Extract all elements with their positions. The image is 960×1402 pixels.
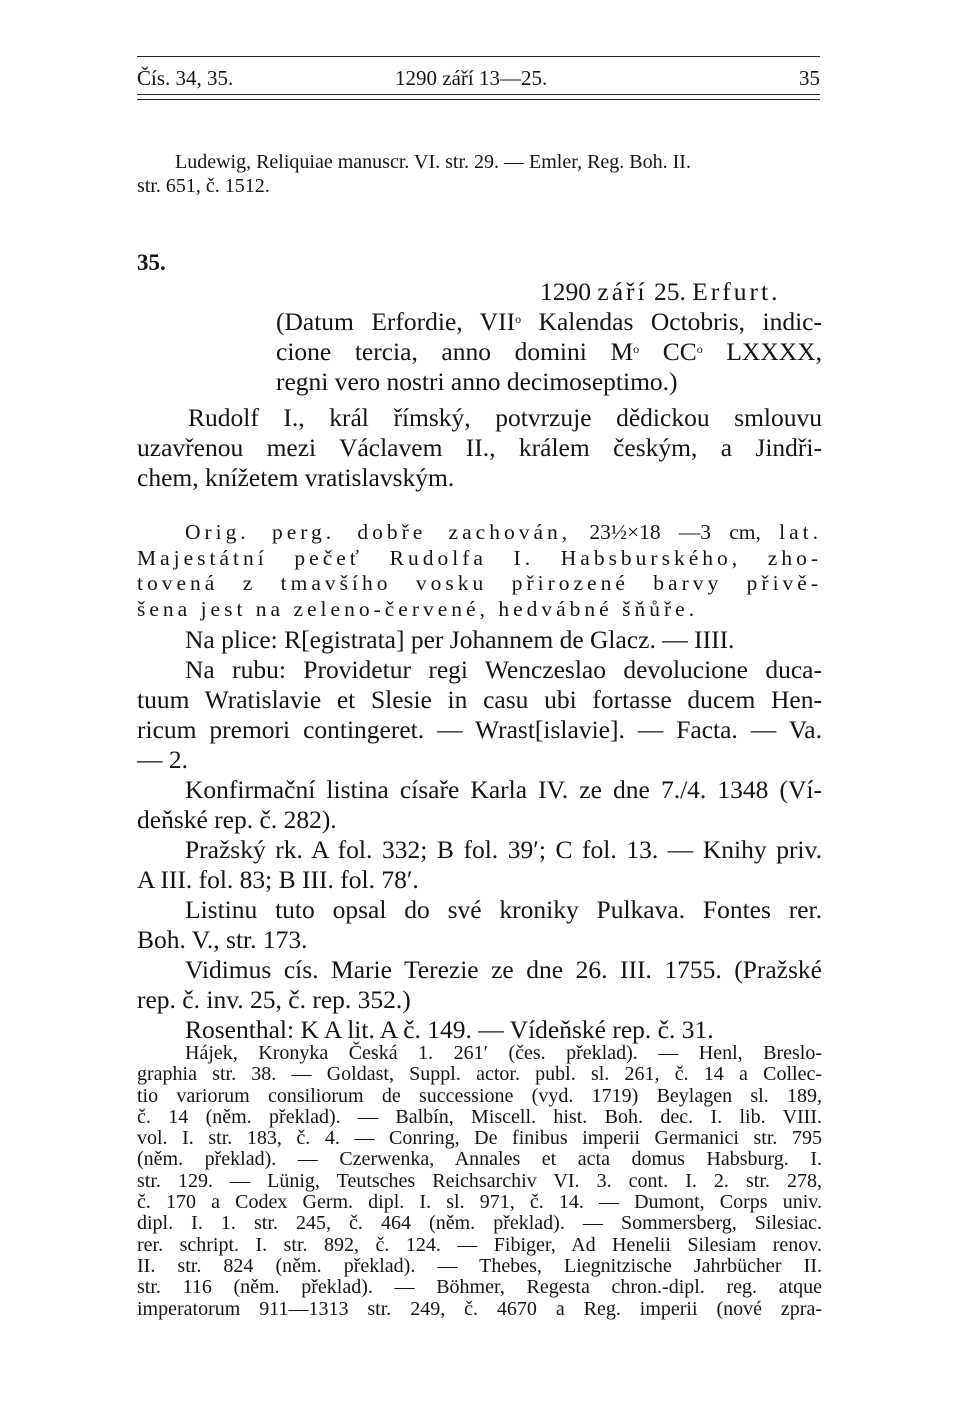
date-place-name: Erfurt. <box>692 277 781 306</box>
previous-references <box>137 150 820 198</box>
previous-references-line: str. 651, č. 1512. <box>137 175 270 197</box>
bibliography-line: tio variorum consiliorum de successione (vyd. 1719) Beylagen sl. 189, <box>137 1084 822 1107</box>
header-doc-numbers: Čís. 34, 35. <box>137 66 234 90</box>
bibliography-line: graphia str. 38. — Goldast, Suppl. actor. publ. sl. 261, č. 14 a Collec- <box>137 1063 822 1086</box>
bibliography-line: Hájek, Kronyka Česká 1. 261′ (čes. překlad). — Henl, Breslo- <box>185 1042 822 1064</box>
bibliography-line: rer. schript. I. str. 892, č. 124. — Fibiger, Ad Henelii Silesiam renov. <box>137 1233 822 1256</box>
bibliography-line: II. str. 824 (něm. překlad). — Thebes, Liegnitzische Jahrbücher II. <box>137 1254 822 1277</box>
note-vidimus: Vidimus cís. Marie Terezie ze dne 26. III. 1755. (Pražské rep. č. inv. 25, č. rep. 352.) <box>137 955 822 1014</box>
note-pulkava: Listinu tuto opsal do své kroniky Pulkava. Fontes rer. Boh. V., str. 173. <box>137 895 822 954</box>
original-description <box>137 520 822 622</box>
regest-line: Rudolf I., král římský, potvrzuje dědickou smlouvu <box>188 403 822 432</box>
description-line: Majestátní pečeť Rudolfa I. Habsburského, zho- <box>137 545 822 570</box>
bibliography-line: č. 14 (něm. překlad). — Balbín, Miscell. hist. Boh. dec. I. lib. VIII. <box>137 1105 822 1128</box>
note-plica: Na plice: R[egistrata] per Johannem de Glacz. — IIII. <box>185 625 735 654</box>
regest <box>137 403 822 493</box>
bibliography <box>137 1043 822 1320</box>
date-month: září <box>597 277 648 306</box>
note-dorsal: Na rubu: Providetur regi Wenczeslao devolucione duca- tuum Wratislavie et Slesie in casu ubi fortasse ducem Hen- ricum premori contingeret. — Wrast[islavie]. — Facta. — Va. — 2. <box>137 655 822 774</box>
note-confirmation: Konfirmační listina císaře Karla IV. ze dne 7./4. 1348 (Ví- deňské rep. č. 282). <box>137 775 822 834</box>
previous-references-line: Ludewig, Reliquiae manuscr. VI. str. 29. — Emler, Reg. Boh. II. <box>175 151 691 173</box>
header-double-rule-lower <box>137 99 820 100</box>
datum-formula <box>276 307 822 397</box>
note-prague-registers: Pražský rk. A fol. 332; B fol. 39′; C fol. 13. — Knihy priv. A III. fol. 83; B III. fol. 78′. <box>137 835 822 894</box>
header-top-rule <box>137 56 820 57</box>
datum-line-1: (Datum Erfordie, VII$^o$ Kalendas Octobris, indic- <box>276 307 822 336</box>
bibliography-line: č. 170 a Codex Germ. dipl. I. sl. 971, č. 14. — Dumont, Corps univ. <box>137 1191 822 1214</box>
regest-line: chem, knížetem vratislavským. <box>137 463 455 492</box>
header-date-range: 1290 září 13—25. <box>395 66 548 90</box>
bibliography-line: vol. I. str. 183, č. 4. — Conring, De finibus imperii Germanici str. 795 <box>137 1127 822 1150</box>
bibliography-line: (něm. překlad). — Czerwenka, Annales et acta domus Habsburg. I. <box>137 1148 822 1171</box>
date-day: 25. <box>653 277 686 306</box>
bibliography-line: imperatorum 911—1313 str. 249, č. 4670 a Reg. imperii (nové zpra- <box>137 1297 822 1320</box>
header-double-rule-upper <box>137 94 820 95</box>
regest-line: uzavřenou mezi Václavem II., králem českým, a Jindři- <box>137 433 822 462</box>
description-line: šena jest na zeleno-červené, hedvábné šňůře. <box>137 596 699 621</box>
note-rosenthal: Rosenthal: K A lit. A č. 149. — Vídeňské rep. č. 31. <box>185 1015 714 1044</box>
notes-section <box>137 625 822 1045</box>
page-number: 35 <box>799 66 820 90</box>
description-line: tovená z tmavšího vosku přirozené barvy přivě- <box>137 571 822 595</box>
date-year: 1290 <box>540 277 591 306</box>
bibliography-line: str. 116 (něm. překlad). — Böhmer, Regesta chron.-dipl. reg. atque <box>137 1276 822 1299</box>
description-line: Orig. perg. dobře zachován, 23½×18 —3 cm, lat. <box>185 520 822 544</box>
bibliography-line: dipl. I. 1. str. 245, č. 464 (něm. překlad). — Sommersberg, Silesiac. <box>137 1212 822 1235</box>
document-number: 35. <box>137 250 166 275</box>
datum-line-2: cione tercia, anno domini $M^o$ $CC^o$ LXXXX, <box>276 337 822 366</box>
datum-line-3: regni vero nostri anno decimoseptimo.) <box>276 367 678 396</box>
bibliography-line: str. 129. — Lünig, Teutsches Reichsarchiv VI. 3. cont. I. 2. str. 278, <box>137 1169 822 1192</box>
date-place <box>540 277 780 307</box>
